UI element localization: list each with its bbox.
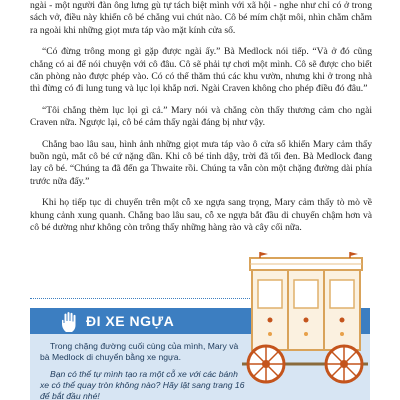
story-paragraph-5: Khi họ tiếp tục di chuyển trên một cỗ xe ngựa sang trọng, Mary cảm thấy tò mò về khung cảnh xung quanh. Chẳng bao lâu sau, cỗ xe ngựa bắt đầu di chuyển chậm hơn và cô bé dường như không còn trông thấy những hàng rào và cây cối nữa. [30, 197, 372, 234]
story-paragraph-1: ngài - một người đàn ông lưng gù tự tách biệt mình với xã hội - nghe như chỉ có ở trong sách vở, điều này khiến cô bé chẳng vui chút nào. Cô bé mím chặt môi, nhìn chằm chằm ra ngoài khi những giọt mưa táp vào mặt kính cửa sổ. [30, 0, 372, 36]
info-box-title: ĐI XE NGỰA [86, 313, 175, 329]
story-paragraph-4: Chẳng bao lâu sau, hình ảnh những giọt mưa táp vào ô cửa sổ khiến Mary cảm thấy buồn ngủ, mắt cô bé cứ nặng dần. Khi cô bé tỉnh dậy, trời đã tối đen. Bà Medlock đang lay cô bé. “Chúng ta đã đến ga Thwaite rồi. Chúng ta vẫn còn một chặng đường dài phía trước nữa đấy.” [30, 138, 372, 187]
story-text [30, 0, 372, 244]
info-box-text: Trong chặng đường cuối cùng của mình, Mary và bà Medlock di chuyển bằng xe ngựa. [40, 341, 239, 362]
story-paragraph-3: “Tôi chẳng thèm lục lọi gì cả.” Mary nói và chẳng còn thấy thương cảm cho ngài Craven nữa. Ngược lại, cô bé cảm thấy ngài đáng bị như vậy. [30, 104, 372, 129]
info-box-question: Bạn có thể tự mình tạo ra một cỗ xe với các bánh xe có thể quay tròn không nào? Hãy lật sang trang 16 để bắt đầu nhé! [40, 369, 245, 400]
story-paragraph-2: “Có đừng trông mong gì gặp được ngài ấy.” Bà Medlock nói tiếp. “Và ở đó cũng chẳng có ai để nói chuyện với cô đâu. Cô sẽ phải tự chơi một mình. Cô sẽ được cho biết căn phòng nào được phép vào. Có có thể thăm thú các khu vườn, nhưng khi ở trong nhà thì đừng có đi lung tung và lục lọi khắp nơi. Ngài Craven không cho phép điều đó đâu.” [30, 46, 372, 95]
info-box-body [40, 341, 245, 400]
hand-icon [60, 311, 80, 333]
toy-carriage-illustration [228, 252, 378, 400]
